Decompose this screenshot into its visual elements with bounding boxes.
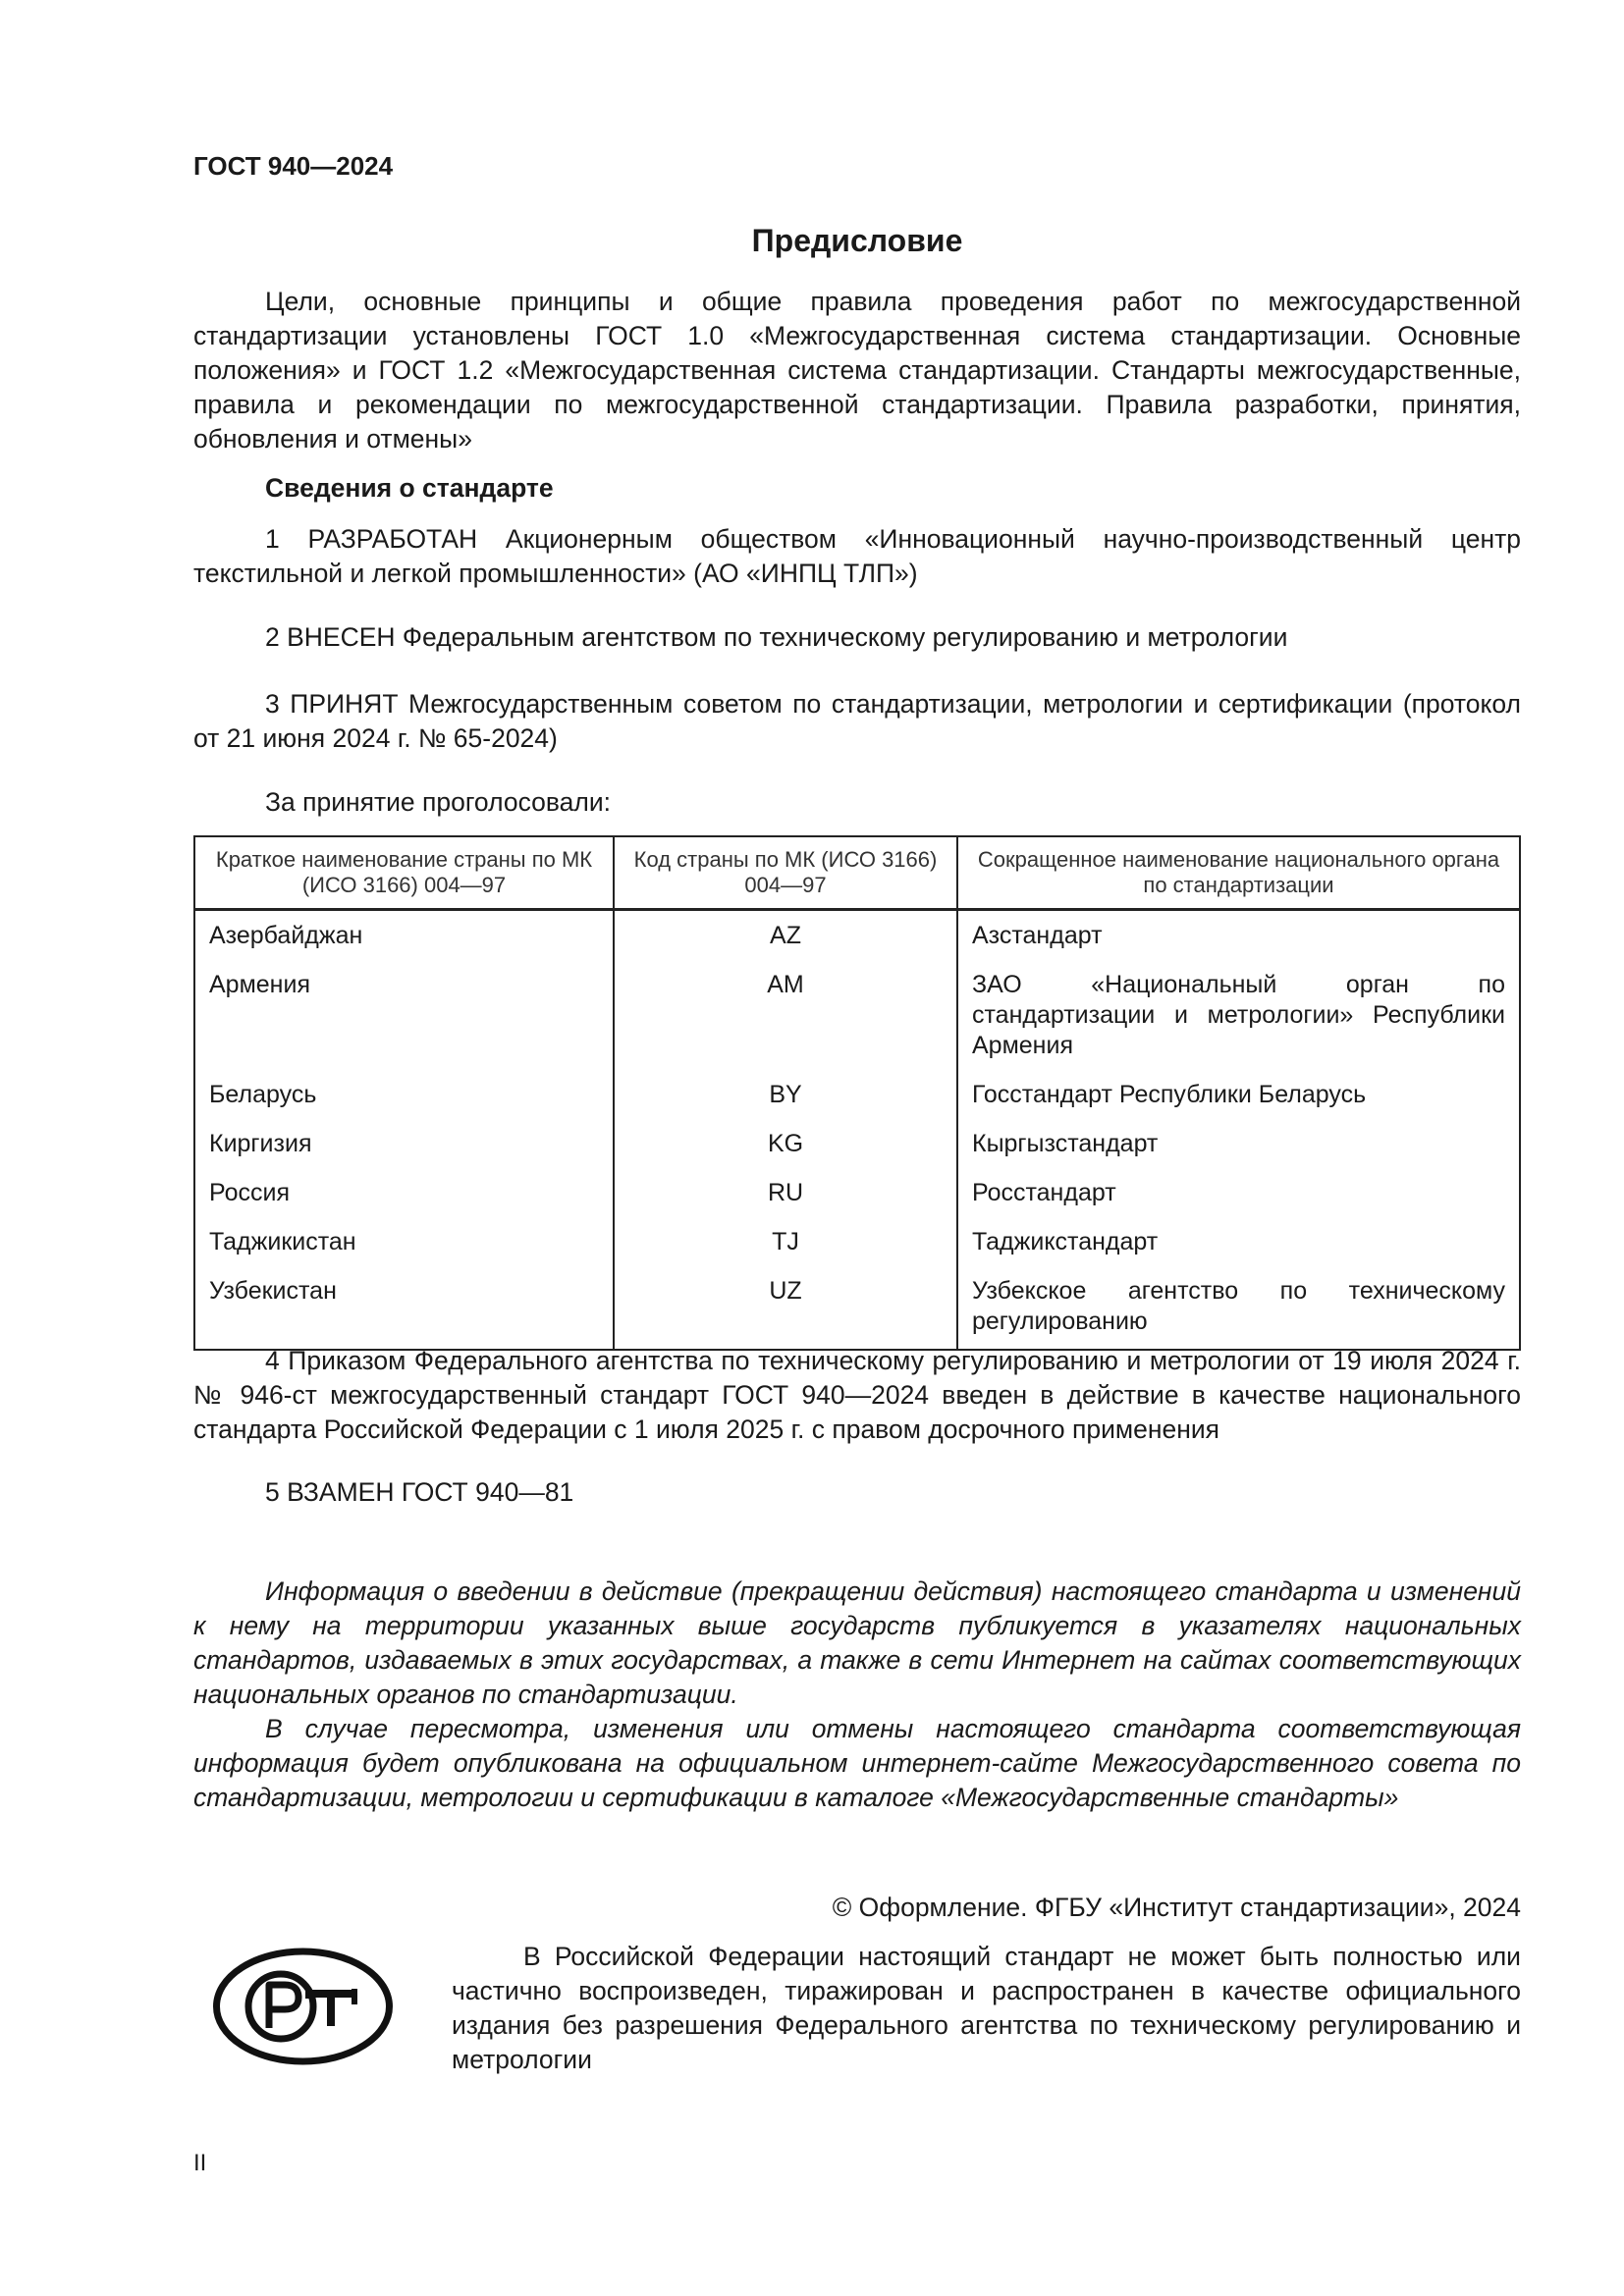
item-4-block <box>193 1344 1521 1447</box>
org-cell: Таджикстандарт <box>957 1217 1520 1266</box>
info-heading: Сведения о стандарте <box>265 473 554 503</box>
item-3-block <box>193 687 1521 756</box>
intro-paragraph: Цели, основные принципы и общие правила проведения работ по межгосударственной стандартизации установлены ГОСТ 1.0 «Межгосударственная система стандартизации. Основные положения» и ГОСТ 1.2 «Межгосударственная система стандартизации. Стандарты межгосударственные, правила и рекомендации по межгосударственной стандартизации. Правила разработки, принятия, обновления и отмены» <box>193 287 1521 454</box>
org-cell: Узбекское агентство по техническому регулированию <box>957 1266 1520 1350</box>
code-cell: TJ <box>614 1217 957 1266</box>
table-row <box>194 1119 1520 1168</box>
country-cell: Беларусь <box>194 1070 614 1119</box>
notice-section <box>193 1575 1521 1815</box>
country-cell: Киргизия <box>194 1119 614 1168</box>
legal-notice: В Российской Федерации настоящий стандарт не может быть полностью или частично воспроизведен, тиражирован и распространен в качестве официального издания без разрешения Федерального агентства по техническому регулированию и метрологии <box>452 1942 1521 2074</box>
table-row <box>194 1070 1520 1119</box>
table-row <box>194 1266 1520 1350</box>
table-row <box>194 1168 1520 1217</box>
code-cell: KG <box>614 1119 957 1168</box>
item-2-block <box>193 620 1521 655</box>
table-header-code: Код страны по МК (ИСО 3166) 004—97 <box>614 836 957 910</box>
states-table <box>193 835 1521 1351</box>
notice-paragraph-2: В случае пересмотра, изменения или отмены настоящего стандарта соответствующая информация будет опубликована на официальном интернет-сайте Межгосударственного совета по стандартизации, метрологии и сертификации в каталоге «Межгосударственные стандарты» <box>193 1714 1521 1812</box>
table-row <box>194 1217 1520 1266</box>
table-row <box>194 960 1520 1070</box>
item-5: 5 ВЗАМЕН ГОСТ 940—81 <box>265 1477 574 1507</box>
item-3: 3 ПРИНЯТ Межгосударственным советом по стандартизации, метрологии и сертификации (протокол от 21 июня 2024 г. № 65-2024) <box>193 689 1521 753</box>
table-header-country: Краткое наименование страны по МК (ИСО 3166) 004—97 <box>194 836 614 910</box>
country-cell: Армения <box>194 960 614 1070</box>
states-table-block <box>193 835 1521 1351</box>
document-id-header: ГОСТ 940—2024 <box>193 151 394 181</box>
country-cell: Россия <box>194 1168 614 1217</box>
item-2: 2 ВНЕСЕН Федеральным агентством по техническому регулированию и метрологии <box>265 622 1288 652</box>
table-header-row <box>194 836 1520 910</box>
intro-section <box>193 285 1521 456</box>
table-header-org: Сокращенное наименование национального органа по стандартизации <box>957 836 1520 910</box>
page-number: II <box>193 2150 207 2176</box>
org-cell: Госстандарт Республики Беларусь <box>957 1070 1520 1119</box>
country-cell: Азербайджан <box>194 910 614 961</box>
item-5-block <box>193 1475 1521 1510</box>
code-cell: AM <box>614 960 957 1070</box>
org-cell: Кыргызстандарт <box>957 1119 1520 1168</box>
page-title: Предисловие <box>751 223 963 258</box>
legal-block <box>452 1940 1521 2077</box>
code-cell: BY <box>614 1070 957 1119</box>
copyright-line: © Оформление. ФГБУ «Институт стандартизации», 2024 <box>832 1893 1521 1922</box>
code-cell: AZ <box>614 910 957 961</box>
rst-certification-mark-icon <box>212 1948 394 2074</box>
voted-block <box>193 785 1521 820</box>
org-cell: Росстандарт <box>957 1168 1520 1217</box>
org-cell: ЗАО «Национальный орган по стандартизации и метрологии» Республики Армения <box>957 960 1520 1070</box>
org-cell: Азстандарт <box>957 910 1520 961</box>
item-1: 1 РАЗРАБОТАН Акционерным обществом «Инновационный научно-производственный центр текстильной и легкой промышленности» (АО «ИНПЦ ТЛП») <box>193 524 1521 588</box>
copyright-block <box>193 1891 1521 1925</box>
country-cell: Таджикистан <box>194 1217 614 1266</box>
code-cell: RU <box>614 1168 957 1217</box>
voted-label: За принятие проголосовали: <box>265 787 612 817</box>
country-cell: Узбекистан <box>194 1266 614 1350</box>
info-heading-block <box>193 471 1521 506</box>
notice-paragraph-1: Информация о введении в действие (прекращении действия) настоящего стандарта и изменений к нему на территории указанных выше государств публикуется в указателях национальных стандартов, издаваемых в этих государствах, а также в сети Интернет на сайтах соответствующих национальных органов по стандартизации. <box>193 1576 1521 1709</box>
code-cell: UZ <box>614 1266 957 1350</box>
table-row <box>194 910 1520 961</box>
item-4: 4 Приказом Федерального агентства по техническому регулированию и метрологии от 19 июля 2024 г. № 946-ст межгосударственный стандарт ГОСТ 940—2024 введен в действие в качестве национального стандарта Российской Федерации с 1 июля 2025 г. с правом досрочного применения <box>193 1346 1521 1444</box>
item-1-block <box>193 522 1521 591</box>
